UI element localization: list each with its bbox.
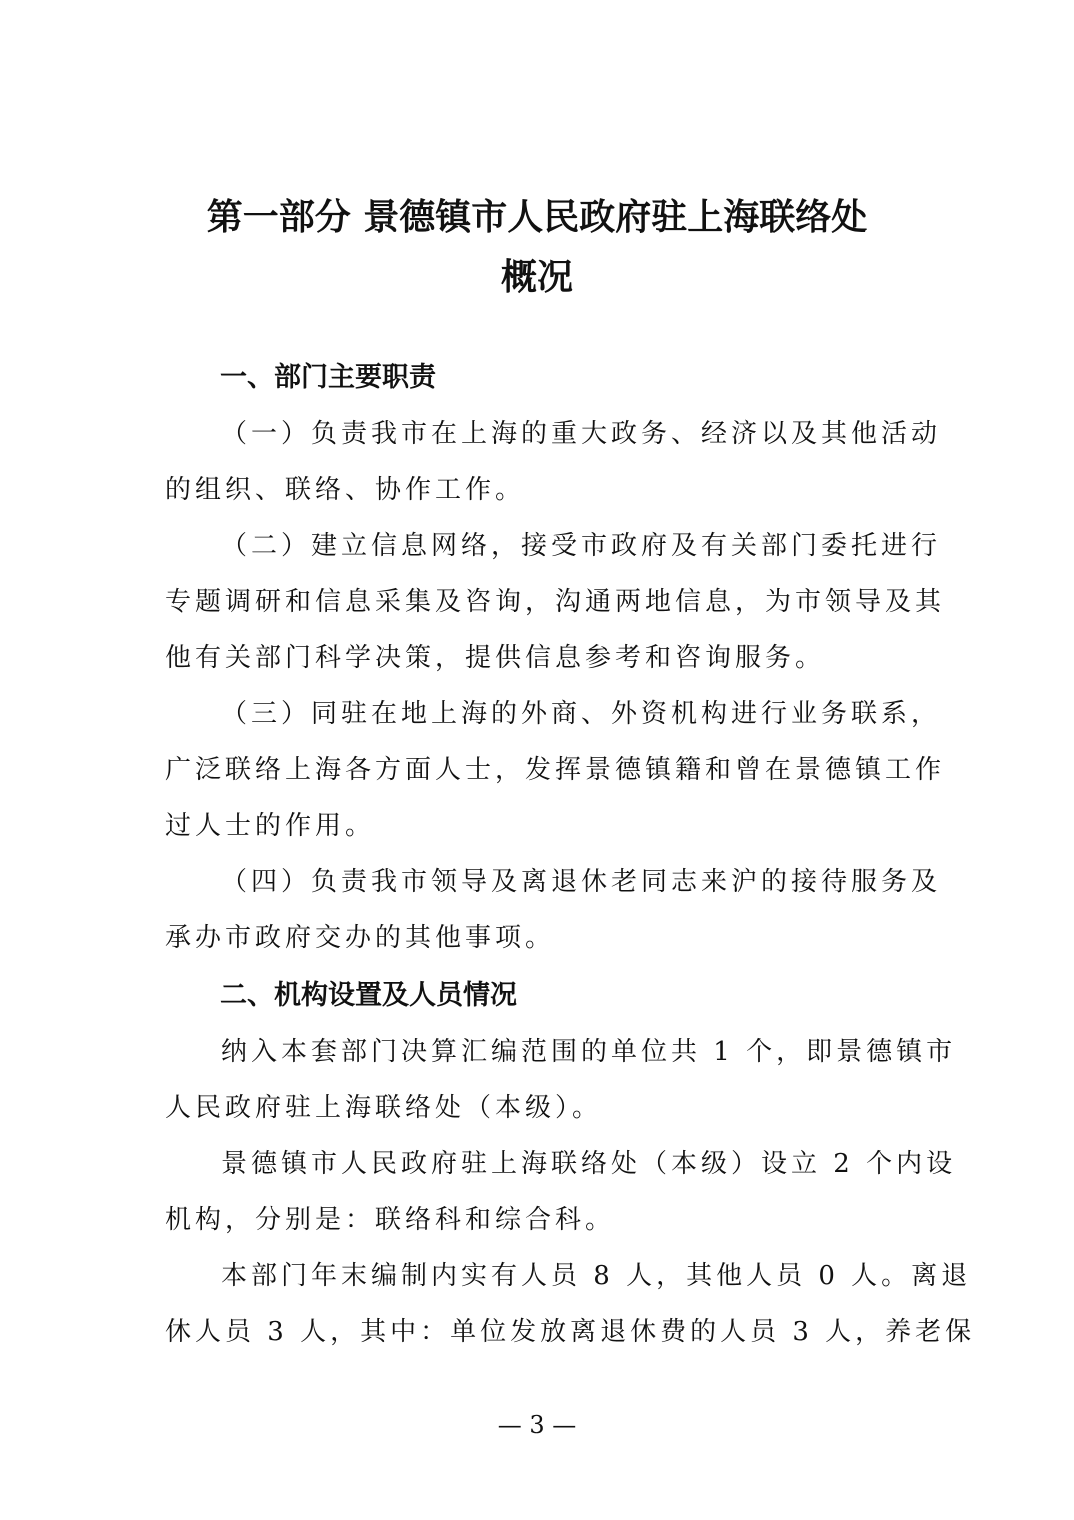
text-line: （二）建立信息网络，接受市政府及有关部门委托进行: [221, 531, 942, 561]
text-line: 专题调研和信息采集及咨询，沟通两地信息，为市领导及其: [165, 587, 946, 617]
text-line: 他有关部门科学决策，提供信息参考和咨询服务。: [165, 643, 826, 673]
paragraph-duty-4: [165, 854, 942, 966]
paragraph-duty-2: [165, 518, 946, 686]
page-title: [120, 188, 954, 308]
paragraph-org-3: [165, 1248, 976, 1360]
text-line: 纳入本套部门决算汇编范围的单位共 1 个，即景德镇市: [221, 1037, 957, 1067]
text-line: 广泛联络上海各方面人士，发挥景德镇籍和曾在景德镇工作: [165, 755, 946, 785]
text-line: （四）负责我市领导及离退休老同志来沪的接待服务及: [221, 867, 942, 897]
title-line-2: 概况: [500, 257, 573, 298]
text-line: 机构，分别是：联络科和综合科。: [165, 1205, 616, 1235]
paragraph-duty-3: [165, 686, 946, 854]
title-line-1: 第一部分 景德镇市人民政府驻上海联络处: [206, 197, 868, 238]
section-heading-organization: 二、机构设置及人员情况: [220, 980, 517, 1011]
text-line: 休人员 3 人，其中：单位发放离退休费的人员 3 人，养老保: [165, 1317, 976, 1347]
text-line: （三）同驻在地上海的外商、外资机构进行业务联系，: [221, 699, 942, 729]
text-line: 景德镇市人民政府驻上海联络处（本级）设立 2 个内设: [221, 1149, 957, 1179]
text-line: 承办市政府交办的其他事项。: [165, 923, 556, 953]
section-heading-duties: 一、部门主要职责: [220, 362, 436, 393]
text-line: （一）负责我市在上海的重大政务、经济以及其他活动: [221, 419, 942, 449]
page-number: — 3 —: [497, 1411, 577, 1439]
paragraph-org-1: [165, 1024, 957, 1136]
text-line: 过人士的作用。: [165, 811, 376, 841]
paragraph-duty-1: [165, 406, 942, 518]
paragraph-org-2: [165, 1136, 957, 1248]
text-line: 的组织、联络、协作工作。: [165, 475, 526, 505]
text-line: 人民政府驻上海联络处（本级）。: [165, 1093, 603, 1123]
text-line: 本部门年末编制内实有人员 8 人，其他人员 0 人。离退: [221, 1261, 972, 1291]
